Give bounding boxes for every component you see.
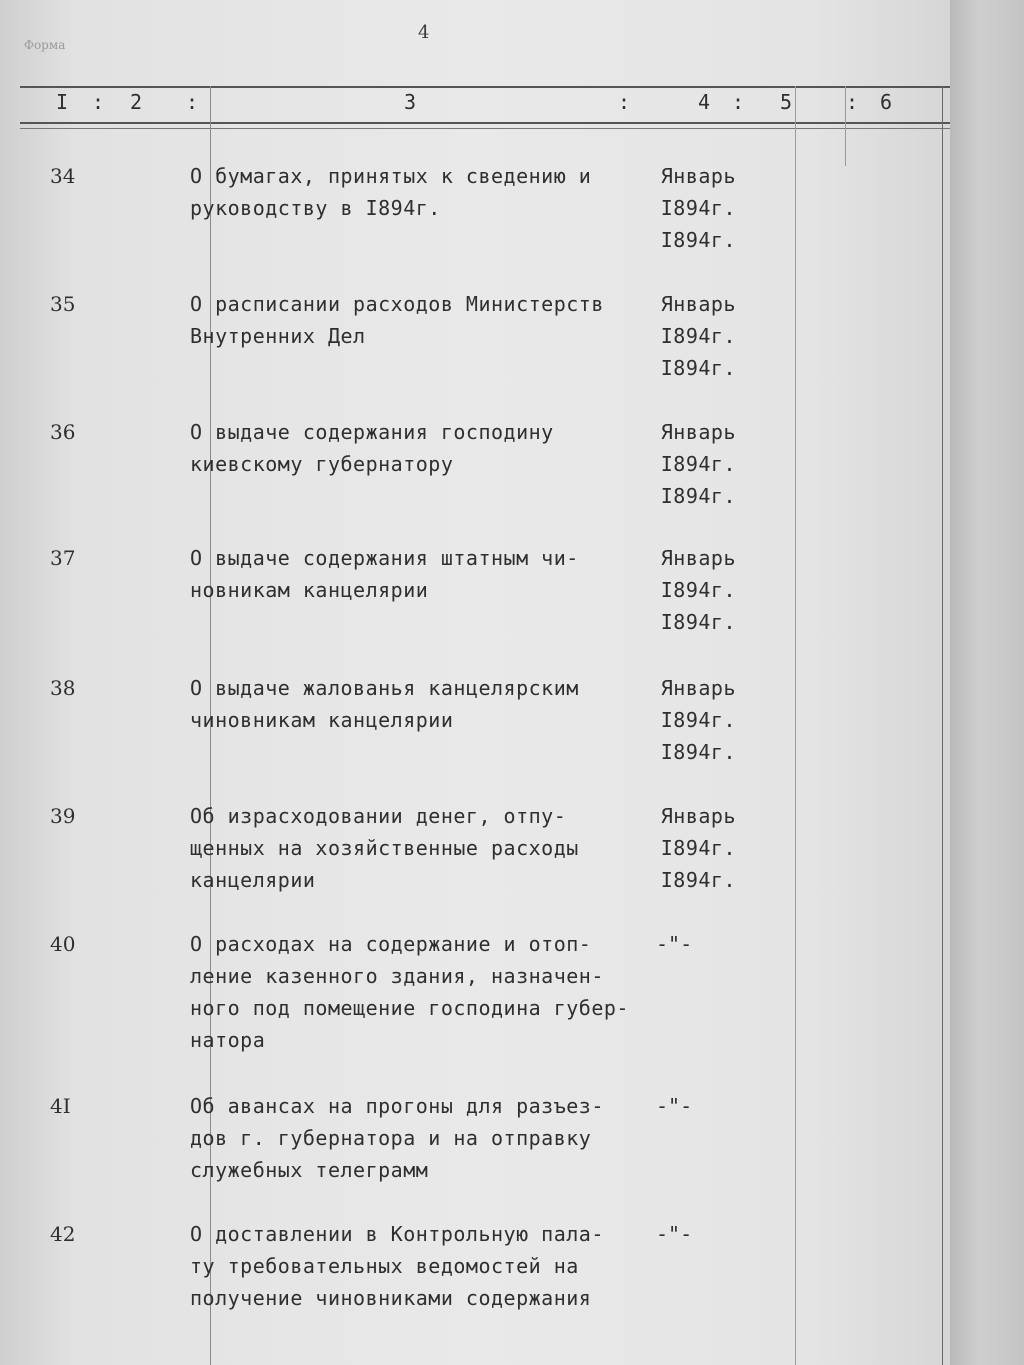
row-dates: Январь I894г. I894г. xyxy=(660,420,736,508)
row-dates: Январь I894г. I894г. xyxy=(660,804,736,892)
row-number: 40 xyxy=(50,932,76,956)
header-sep: : xyxy=(846,90,860,114)
header-col-4: 4 xyxy=(698,90,712,114)
row-number: 4I xyxy=(50,1094,71,1118)
header-sep: : xyxy=(186,90,200,114)
page-number: 4 xyxy=(418,22,430,43)
row-number: 37 xyxy=(50,546,76,570)
edge-stamp xyxy=(0,20,22,160)
row-title: О выдаче содержания штатным чи- новникам канцелярии xyxy=(190,546,579,602)
form-stamp: Форма xyxy=(24,38,66,52)
row-title: О бумагах, принятых к сведению и руководству в I894г. xyxy=(190,164,592,220)
header-sep: : xyxy=(618,90,632,114)
row-number: 42 xyxy=(50,1222,76,1246)
row-dates: Январь I894г. I894г. xyxy=(660,546,736,634)
row-title: О расходах на содержание и отоп- ление казенного здания, назначен- ного под помещение господина губер- натора xyxy=(190,932,629,1052)
row-ditto-mark: -"- xyxy=(656,1222,693,1246)
underlying-page xyxy=(950,0,1024,1365)
column-divider-2 xyxy=(795,86,796,1365)
header-sub-rule xyxy=(20,128,950,129)
header-top-rule xyxy=(20,86,950,88)
header-sep: : xyxy=(92,90,106,114)
header-sep: : xyxy=(732,90,746,114)
row-number: 35 xyxy=(50,292,76,316)
row-title: О расписании расходов Министерств Внутренних Дел xyxy=(190,292,604,348)
header-col-6: 6 xyxy=(880,90,894,114)
column-divider-4 xyxy=(942,86,943,1365)
row-number: 39 xyxy=(50,804,76,828)
row-title: Об авансах на прогоны для разъез- дов г. губернатора и на отправку служебных телеграмм xyxy=(190,1094,604,1182)
row-number: 34 xyxy=(50,164,76,188)
row-title: О выдаче жалованья канцелярским чиновникам канцелярии xyxy=(190,676,579,732)
row-dates: Январь I894г. I894г. xyxy=(660,292,736,380)
row-ditto-mark: -"- xyxy=(656,932,693,956)
header-bottom-rule xyxy=(20,122,950,124)
row-title: Об израсходовании денег, отпу- щенных на хозяйственные расходы канцелярии xyxy=(190,804,579,892)
row-title: О доставлении в Контрольную пала- ту требовательных ведомостей на получение чиновниками содержания xyxy=(190,1222,604,1310)
header-col-1: I xyxy=(56,90,70,114)
row-title: О выдаче содержания господину киевскому губернатору xyxy=(190,420,554,476)
row-number: 36 xyxy=(50,420,76,444)
row-dates: Январь I894г. I894г. xyxy=(660,164,736,252)
header-col-5: 5 xyxy=(780,90,794,114)
row-dates: Январь I894г. I894г. xyxy=(660,676,736,764)
header-col-2: 2 xyxy=(130,90,144,114)
row-ditto-mark: -"- xyxy=(656,1094,693,1118)
header-col-3: 3 xyxy=(404,90,418,114)
row-number: 38 xyxy=(50,676,76,700)
